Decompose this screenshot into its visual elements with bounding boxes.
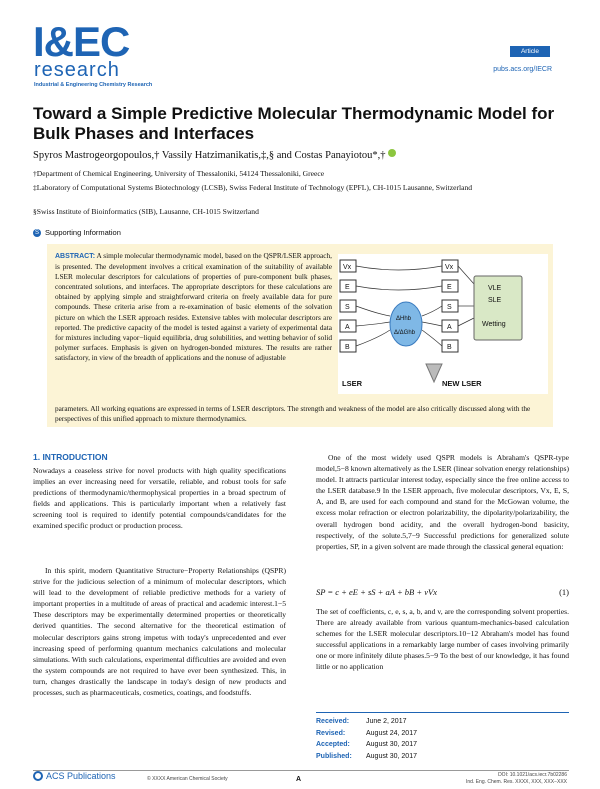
supporting-info-link[interactable] (33, 228, 121, 237)
date-label: Accepted: (316, 741, 350, 748)
equation-text: SP = c + eE + sS + aA + bB + vVx (316, 587, 437, 597)
left-descriptor-nodes (340, 260, 356, 352)
new-lser-label: NEW LSER (442, 379, 482, 388)
orcid-icon[interactable] (388, 149, 396, 157)
section-heading-introduction: 1. INTRODUCTION (33, 452, 108, 462)
left-column-paragraph-1: Nowadays a ceaseless strive for novel products with high quality specifications implies an ever increasing need for versatile, reliable, and robust tools for safe predictions of thermodynamic/thermophysical properties in a broad spectrum of fields and applications. This is particularly important when a relatively fast screening tool is required to identify potential compounds/candidates for the examined specific product or production process. (33, 466, 286, 531)
arrow-shape (426, 364, 442, 382)
journal-logo-sub: research (34, 59, 120, 81)
affiliation-1: †Department of Chemical Engineering, University of Thessaloniki, 54124 Thessaloniki, Greece (33, 169, 325, 178)
article-type-badge: Article (510, 46, 550, 57)
author-names: Spyros Mastrogeorgopoulos,† Vassily Hatzimanikatis,‡,§ and Costas Panayiotou*,† (33, 150, 386, 161)
date-label: Received: (316, 718, 350, 725)
author-list (33, 149, 396, 161)
left-node-s: S (345, 304, 350, 311)
left-node-b: B (345, 344, 350, 351)
supporting-info-icon: S (34, 229, 39, 236)
abstract-part1: A simple molecular thermodynamic model, based on the QSPR/LSER approach, is presented. The development involves a critical examination of the suitability of available LSER molecular descriptors for calculations of properties of pure-component bulk phases, concentrated solutions, and interfaces. The appropriate descriptors for these calculations are obtained by applying simple and straightforward criteria on freely available data for pure compounds. These criteria arise from a re-examination of basic elements of the solvation picture on which the LSER approach resides. Extensive tables with molecular descriptors are reported. The predictive capacity of the model is tested against a variety of experimental data for mixtures including vapor−liquid equilibria, drug solubilities, and wetting behavior of solid polymer surfaces. Emphasis is given on hydrogen-bonded mixtures. The results are rather satisfactory, in view of the breadth of applications and the nonuse of adjustable (55, 251, 332, 362)
date-row (316, 739, 569, 751)
right-descriptor-nodes (442, 260, 458, 352)
date-value: August 30, 2017 (366, 752, 417, 760)
equation-1 (316, 587, 569, 597)
doi-link[interactable]: DOI: 10.1021/acs.iecr.7b02286 (498, 772, 567, 778)
right-node-a: A (447, 324, 452, 331)
date-value: August 30, 2017 (366, 741, 417, 748)
acs-publications-logo[interactable] (33, 771, 116, 781)
supporting-info-label: Supporting Information (45, 228, 121, 237)
date-label: Published: (316, 752, 352, 760)
page-number: A (296, 776, 302, 783)
left-node-vx: Vx (343, 264, 352, 271)
equation-number: (1) (559, 587, 569, 597)
acs-icon (33, 771, 43, 781)
hydrogen-bond-ellipse (390, 302, 422, 346)
center-label-2: Δ/ΔGhb (394, 330, 416, 336)
abstract-label: ABSTRACT: (55, 253, 96, 260)
property-vle: VLE (488, 285, 502, 292)
property-sle: SLE (488, 297, 502, 304)
affiliation-2: ‡Laboratory of Computational Systems Biotechnology (LCSB), Swiss Federal Institute of Technology (EPFL), CH-1015 Lausanne, Switzerland (33, 183, 473, 192)
date-row (316, 716, 569, 728)
citation: Ind. Eng. Chem. Res. XXXX, XXX, XXX−XXX (465, 779, 567, 785)
left-node-a: A (345, 324, 350, 331)
right-node-b: B (447, 344, 452, 351)
date-value: June 2, 2017 (366, 718, 407, 725)
journal-logo-tagline: Industrial & Engineering Chemistry Research (34, 82, 153, 88)
abstract-text (55, 251, 332, 363)
toc-diagram (338, 254, 548, 394)
paper-title: Toward a Simple Predictive Molecular Thermodynamic Model for Bulk Phases and Interfaces (33, 104, 555, 143)
date-label: Revised: (316, 729, 346, 737)
article-dates (316, 712, 569, 762)
left-column-paragraph-2: In this spirit, modern Quantitative Structure−Property Relationships (QSPR) strive for the judicious selection of a minimum of molecular descriptors, which will lead to the development of reliable predictive methods for a variety of important properties in a multitude of areas of practical and academic interest.1−5 These descriptors may be experimentally determined properties or theoretically derived quantities. The second alternative for the theoretical estimation of molecular descriptors gains strong impetus with today's unprecedented and ever increasing speed of performing quantum mechanics calculations and molecular simulations. With such calculations, experimental difficulties are avoided and even the system compounds are not required to have ever been synthesized. This, in turn, changes drastically the landscape in today's design of new products and processes, such as pharmaceuticals, cosmetics, coatings, and foodstuffs. (33, 566, 286, 698)
property-wetting: Wetting (482, 321, 506, 328)
date-value: August 24, 2017 (366, 729, 417, 737)
right-node-e: E (447, 284, 452, 291)
date-row (316, 728, 569, 740)
right-node-s: S (447, 304, 452, 311)
left-node-e: E (345, 284, 350, 291)
abstract-continuation: parameters. All working equations are expressed in terms of LSER descriptors. The strength and weakness of the model are also critically discussed along with the perspectives of this unified approach to mixture thermodynamics. (55, 404, 531, 424)
date-row (316, 751, 569, 763)
lser-label: LSER (342, 379, 363, 388)
right-node-vx: Vx (445, 264, 454, 271)
doi-block (466, 772, 567, 786)
copyright: © XXXX American Chemical Society (147, 776, 228, 782)
affiliation-3: §Swiss Institute of Bioinformatics (SIB), Lausanne, CH-1015 Switzerland (33, 207, 259, 216)
center-label-1: ΔHhb (396, 316, 412, 322)
right-column-paragraph-1: One of the most widely used QSPR models is Abraham's QSPR-type model,5−8 known alternatively as the LSER (linear solvation energy relationships) model. It attracts particular interest today, especially since the free online access to the LSER database.9 In the LSER approach, five molecular descriptors, Vx, E, S, A, and B, are used for each compound and stand for the McGowan volume, the excess molar refraction or electron polarizability, the dipolarity/polarizability, the overall hydrogen bond acidity, and the overall hydrogen-bond basicity, respectively, of the solute.5,7−9 Successful predictions for generalized solute properties, SP, in a given solvent are made through the classical general equation: (316, 453, 569, 551)
toc-graphic (338, 254, 548, 394)
journal-logo: I&EC (33, 18, 130, 65)
right-column-paragraph-2: The set of coefficients, c, e, s, a, b, and v, are the corresponding solvent properties. There are already available from various quantum-mechanics-based calculation schemes for the LSER molecular descriptors.10−12 Abraham's model has found successful applications in a remarkably large number of cases involving primarily one or more infinitely dilute phases.5−9 To the best of our knowledge, it has found little or no application (316, 607, 569, 672)
publisher-name: ACS Publications (46, 771, 116, 781)
journal-url[interactable]: pubs.acs.org/IECR (493, 66, 552, 73)
